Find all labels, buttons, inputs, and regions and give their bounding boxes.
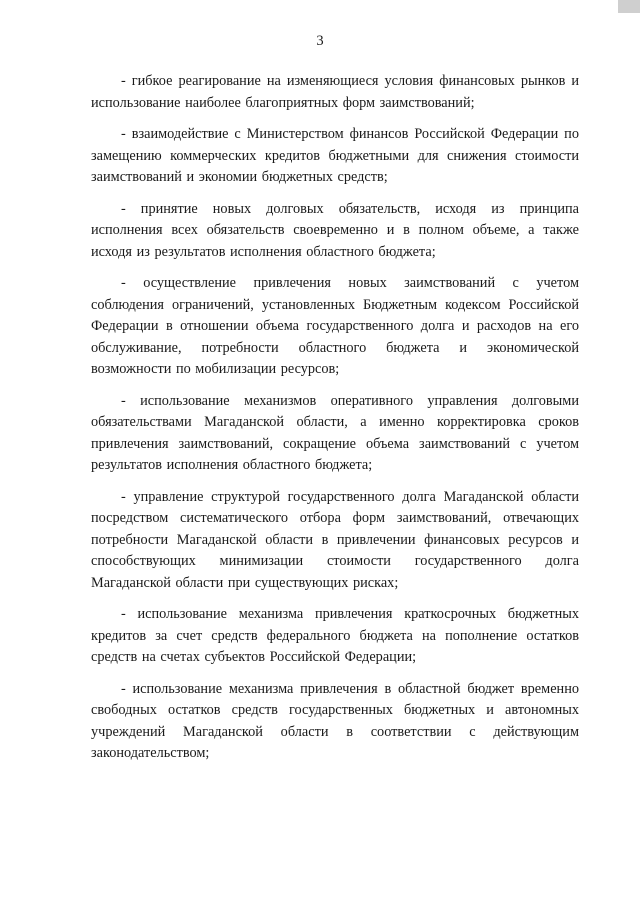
list-item: - гибкое реагирование на изменяющиеся условия финансовых рынков и использование наиболее благоприятных форм заимствований; bbox=[91, 73, 579, 111]
list-item: - принятие новых долговых обязательств, исходя из принципа исполнения всех обязательств своевременно и в полном объеме, а также исходя из результатов исполнения областного бюджета; bbox=[91, 200, 579, 260]
list-item: - взаимодействие с Министерством финансов Российской Федерации по замещению коммерческих кредитов бюджетными для снижения стоимости заимствований и экономии бюджетных средств; bbox=[91, 126, 579, 185]
list-item: - управление структурой государственного долга Магаданской области посредством систематического отбора форм заимствований, отвечающих потребности Магаданской области в привлечении финансовых ресурсов и способствующих минимизации стоимости государственного долга Магаданской области при существующих рисках; bbox=[91, 488, 579, 591]
page-number: 3 bbox=[316, 33, 324, 49]
scan-corner-mark bbox=[618, 0, 640, 13]
list-item: - использование механизма привлечения краткосрочных бюджетных кредитов за счет средств федерального бюджета на пополнение остатков средств на счетах субъектов Российской Федерации; bbox=[91, 606, 579, 665]
list-item: - осуществление привлечения новых заимствований с учетом соблюдения ограничений, установленных Бюджетным кодексом Российской Федерации в отношении объема государственного долга и расходов на его обслуживание, потребности областного бюджета и экономической возможности по мобилизации ресурсов; bbox=[91, 275, 579, 377]
list-item: - использование механизмов оперативного управления долговыми обязательствами Магаданской области, а именно корректировка сроков привлечения заимствований, сокращение объема заимствований с учетом результатов исполнения областного бюджета; bbox=[91, 392, 579, 473]
document-body bbox=[91, 71, 579, 775]
list-item: - использование механизма привлечения в областной бюджет временно свободных остатков средств государственных бюджетных и автономных учреждений Магаданской области в соответствии с действующим законодательством; bbox=[91, 680, 579, 761]
